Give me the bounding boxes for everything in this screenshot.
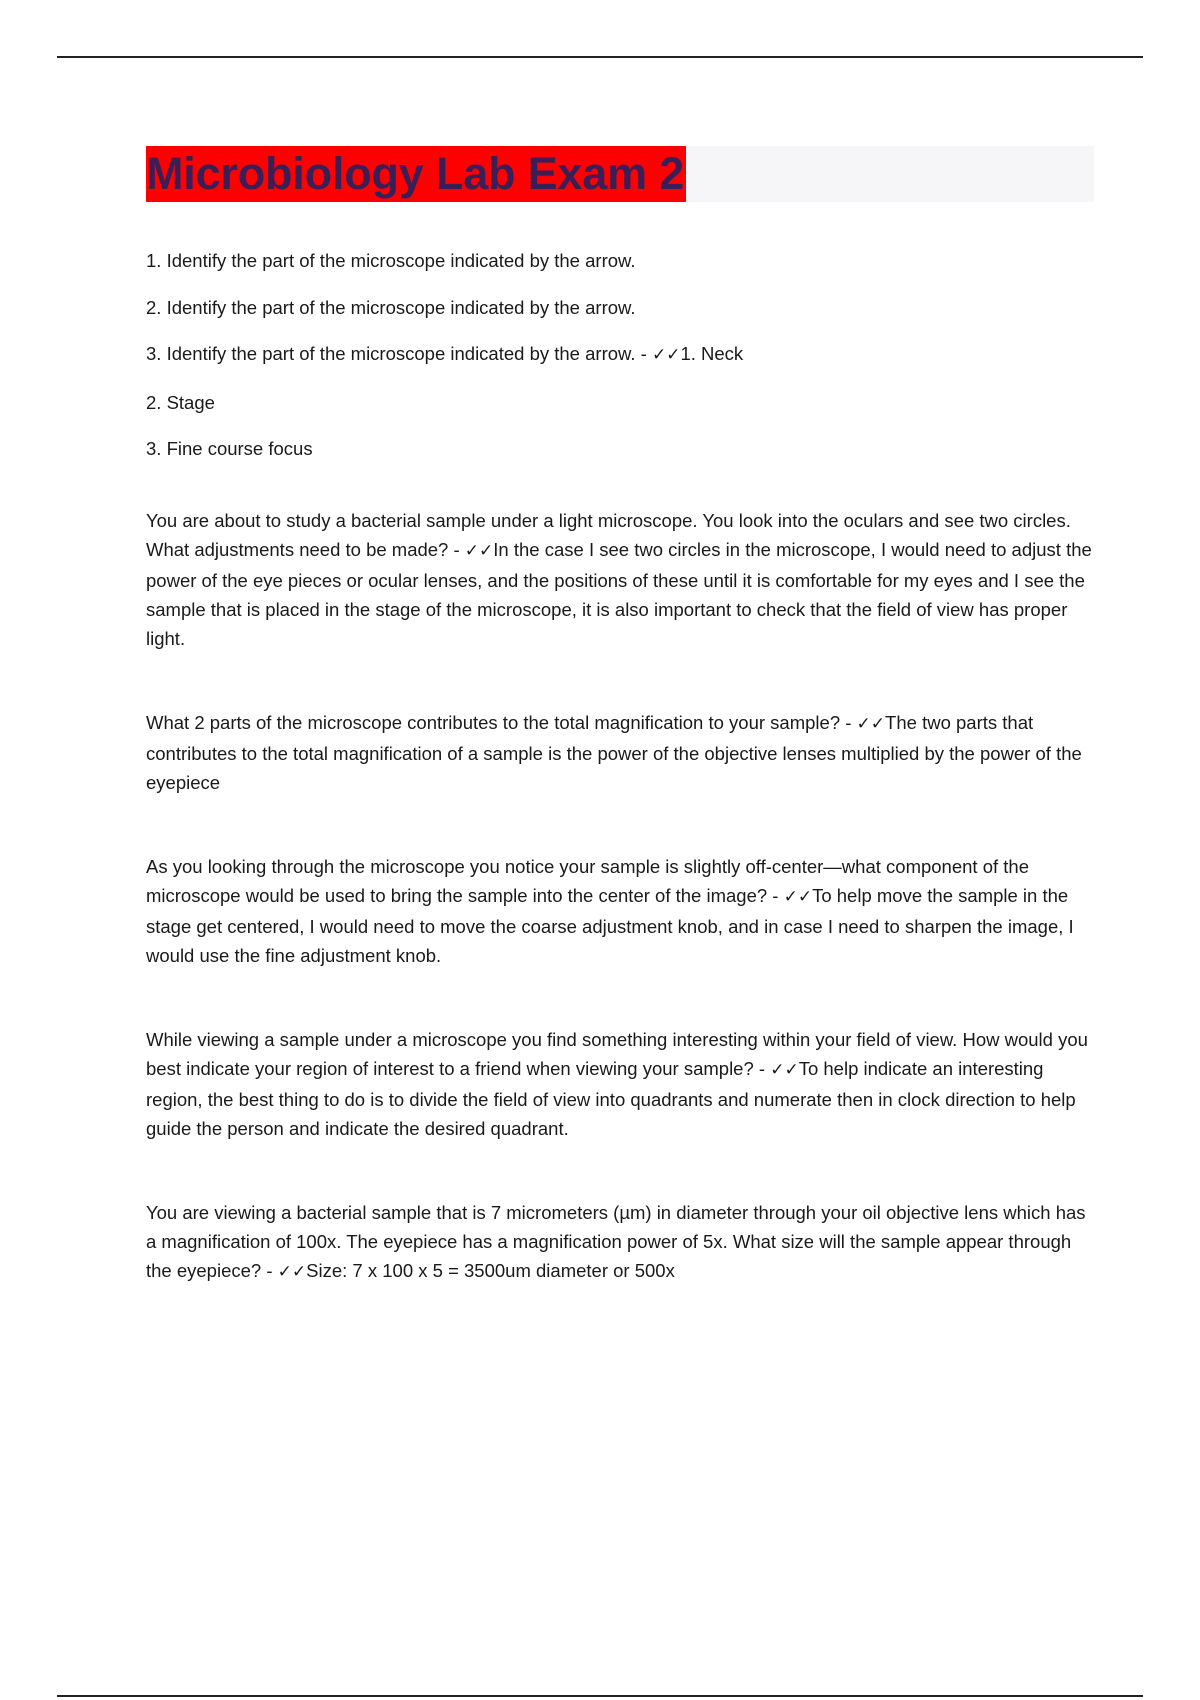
- short-item-text: 3. Identify the part of the microscope indicated by the arrow. -: [146, 343, 652, 364]
- question-text: As you looking through the microscope you notice your sample is slightly off-center—what component of the microscope would be used to bring the sample into the center of the image? -: [146, 856, 1029, 906]
- short-item: [146, 293, 1096, 322]
- check-mark-icon: ✓✓: [277, 1262, 307, 1282]
- document-body: [146, 246, 1096, 1342]
- question-item: [146, 1025, 1096, 1143]
- short-answer-block: [146, 246, 1096, 463]
- answer-text: In the case I see two circles in the microscope, I would need to adjust the power of the eye pieces or ocular lenses, and the positions of these until it is comfortable for my eyes and I see the sample that is placed in the stage of the microscope, it is also important to check that the field of view has proper light.: [146, 539, 1092, 649]
- check-mark-icon: ✓✓: [856, 714, 886, 734]
- short-item-text: 2. Identify the part of the microscope indicated by the arrow.: [146, 296, 636, 318]
- top-rule: [57, 56, 1143, 58]
- check-mark-icon: ✓✓: [770, 1060, 799, 1080]
- answer-text: To help move the sample in the stage get centered, I would need to move the coarse adjustment knob, and in case I need to sharpen the image, I would use the fine adjustment knob.: [146, 885, 1074, 966]
- short-item: [146, 339, 1096, 370]
- short-item-text: 1. Identify the part of the microscope indicated by the arrow.: [146, 250, 636, 271]
- short-item-text: 2. Stage: [146, 391, 215, 413]
- question-text: You are viewing a bacterial sample that is 7 micrometers (µm) in diameter through your oil objective lens which has a magnification of 100x. The eyepiece has a magnification power of 5x. What size will the sample appear through the eyepiece? -: [146, 1202, 1086, 1281]
- check-mark-icon: ✓✓: [464, 541, 494, 561]
- question-item: [146, 1198, 1096, 1287]
- check-mark-icon: ✓✓: [783, 887, 813, 907]
- title-highlight: [146, 146, 686, 202]
- question-text: You are about to study a bacterial sample under a light microscope. You look into the oculars and see two circles. What adjustments need to be made? -: [146, 510, 1071, 560]
- short-item: [146, 246, 1096, 275]
- check-mark-icon: ✓✓: [651, 345, 681, 365]
- question-text: While viewing a sample under a microscope you find something interesting within your field of view. How would you best indicate your region of interest to a friend when viewing your sample? -: [146, 1029, 1088, 1079]
- question-item: [146, 852, 1096, 970]
- answer-text: The two parts that contributes to the total magnification of a sample is the power of the objective lenses multiplied by the power of the eyepiece: [146, 712, 1082, 793]
- question-text: What 2 parts of the microscope contributes to the total magnification to your sample? -: [146, 712, 857, 733]
- document-title: Microbiology Lab Exam 2: [146, 148, 685, 199]
- question-item: [146, 506, 1096, 653]
- short-item: [146, 388, 1096, 417]
- answer-text: Size: 7 x 100 x 5 = 3500um diameter or 500x: [306, 1260, 675, 1281]
- short-item-answer: 1. Neck: [680, 343, 744, 364]
- short-item: [146, 434, 1096, 463]
- answer-text: To help indicate an interesting region, the best thing to do is to divide the field of view into quadrants and numerate then in clock direction to help guide the person and indicate the desired quadrant.: [146, 1058, 1076, 1139]
- short-item-text: 3. Fine course focus: [146, 438, 313, 459]
- question-item: [146, 708, 1096, 797]
- bottom-rule: [57, 1695, 1143, 1697]
